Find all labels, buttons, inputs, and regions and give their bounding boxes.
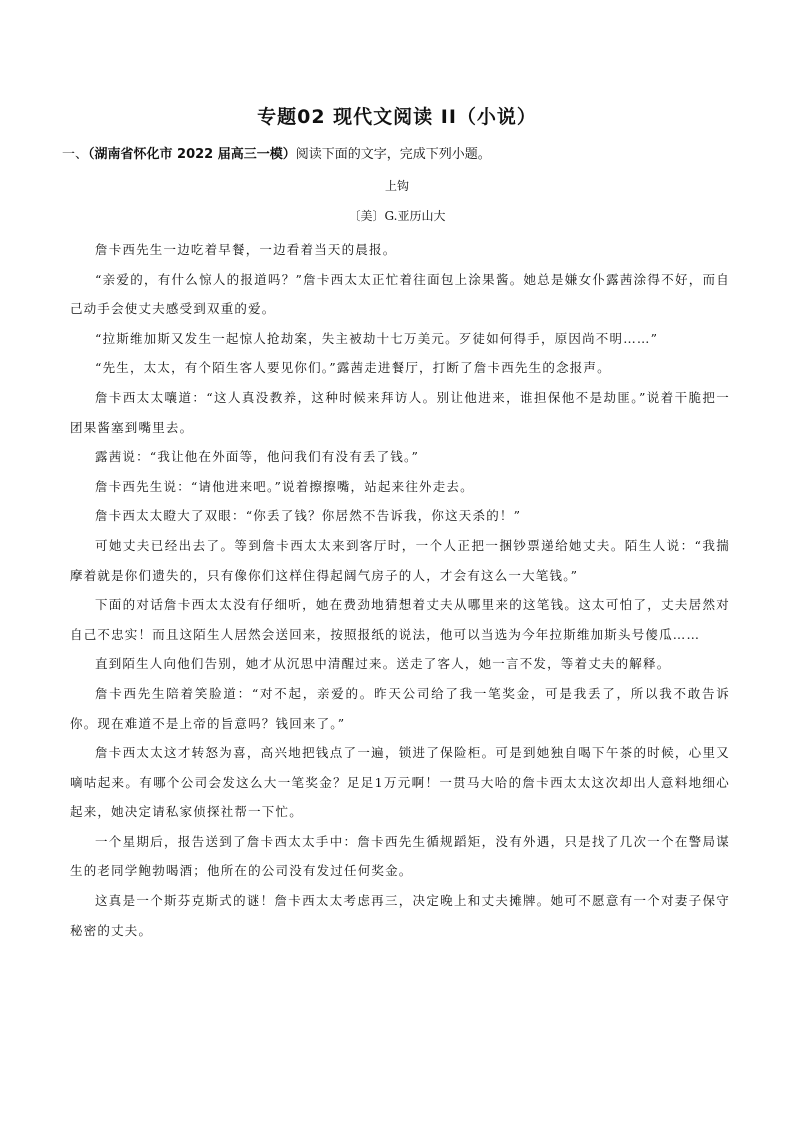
- question-instruction: 阅读下面的文字，完成下列小题。: [295, 147, 491, 162]
- paragraph: 詹卡西先生一边吃着早餐，一边看着当天的晨报。: [95, 242, 397, 257]
- page-title: 专题02 现代文阅读 II（小说）: [257, 106, 537, 128]
- story-body: [70, 235, 730, 945]
- question-heading: [62, 143, 742, 162]
- paragraph: 下面的对话詹卡西太太没有仔细听，她在费劲地猜想着丈夫从哪里来的这笔钱。这太可怕了，丈夫居然对自己不忠实！而且这陌生人居然会送回来，按照报纸的说法，他可以当选为今年拉斯维加斯头号傻瓜……: [70, 597, 730, 642]
- paragraph: “亲爱的，有什么惊人的报道吗？”詹卡西太太正忙着往面包上涂果酱。她总是嫌女仆露茜涂得不好，而自己动手会使丈夫感受到双重的爱。: [70, 271, 730, 317]
- paragraph: 詹卡西太太这才转怒为喜，高兴地把钱点了一遍，锁进了保险柜。可是到她独自喝下午茶的时候，心里又嘀咕起来。有哪个公司会发这么大一笔奖金？足足1万元啊！一贯马大哈的詹卡西太太这次却出人意料地细心起来，她决定请私家侦探社帮一下忙。: [70, 745, 730, 820]
- paragraph: 露茜说：“我让他在外面等，他问我们有没有丢了钱。”: [95, 449, 420, 465]
- paragraph: 这真是一个斯芬克斯式的谜！詹卡西太太考虑再三，决定晚上和丈夫摊牌。她可不愿意有一个对妻子保守秘密的丈夫。: [70, 893, 730, 938]
- paragraph: 直到陌生人向他们告别，她才从沉思中清醒过来。送走了客人，她一言不发，等着丈夫的解释。: [95, 656, 671, 672]
- paragraph: 詹卡西太太嚷道：“这人真没教养，这种时候来拜访人。别让他进来，谁担保他不是劫匪。”说着干脆把一团果酱塞到嘴里去。: [70, 389, 730, 435]
- paragraph: 詹卡西先生说：“请他进来吧。”说着擦擦嘴，站起来往外走去。: [95, 478, 474, 494]
- story-author: 〔美〕G.亚历山大: [348, 209, 446, 223]
- question-source: （湖南省怀化市 2022 届高三一模）: [88, 147, 296, 162]
- question-number: 一、: [62, 147, 89, 162]
- paragraph: 可她丈夫已经出去了。等到詹卡西太太来到客厅时，一个人正把一捆钞票递给她丈夫。陌生人说：“我揣摩着就是你们遗失的，只有像你们这样住得起阔气房子的人，才会有这么一大笔钱。”: [70, 537, 730, 583]
- paragraph: “先生，太太，有个陌生客人要见你们。”露茜走进餐厅，打断了詹卡西先生的念报声。: [95, 360, 611, 376]
- paragraph: 一个星期后，报告送到了詹卡西太太手中：詹卡西先生循规蹈矩，没有外遇，只是找了几次一个在警局谋生的老同学鲍勃喝酒；他所在的公司没有发过任何奖金。: [70, 833, 730, 879]
- paragraph: 詹卡西太太瞪大了双眼：“你丢了钱？你居然不告诉我，你这天杀的！”: [95, 508, 522, 524]
- paragraph: “拉斯维加斯又发生一起惊人抢劫案，失主被劫十七万美元。歹徒如何得手，原因尚不明……”: [95, 330, 659, 346]
- paragraph: 詹卡西先生陪着笑脸道：“对不起，亲爱的。昨天公司给了我一笔奖金，可是我丢了，所以我不敢告诉你。现在难道不是上帝的旨意吗？钱回来了。”: [70, 685, 730, 731]
- story-title: 上钩: [384, 179, 409, 193]
